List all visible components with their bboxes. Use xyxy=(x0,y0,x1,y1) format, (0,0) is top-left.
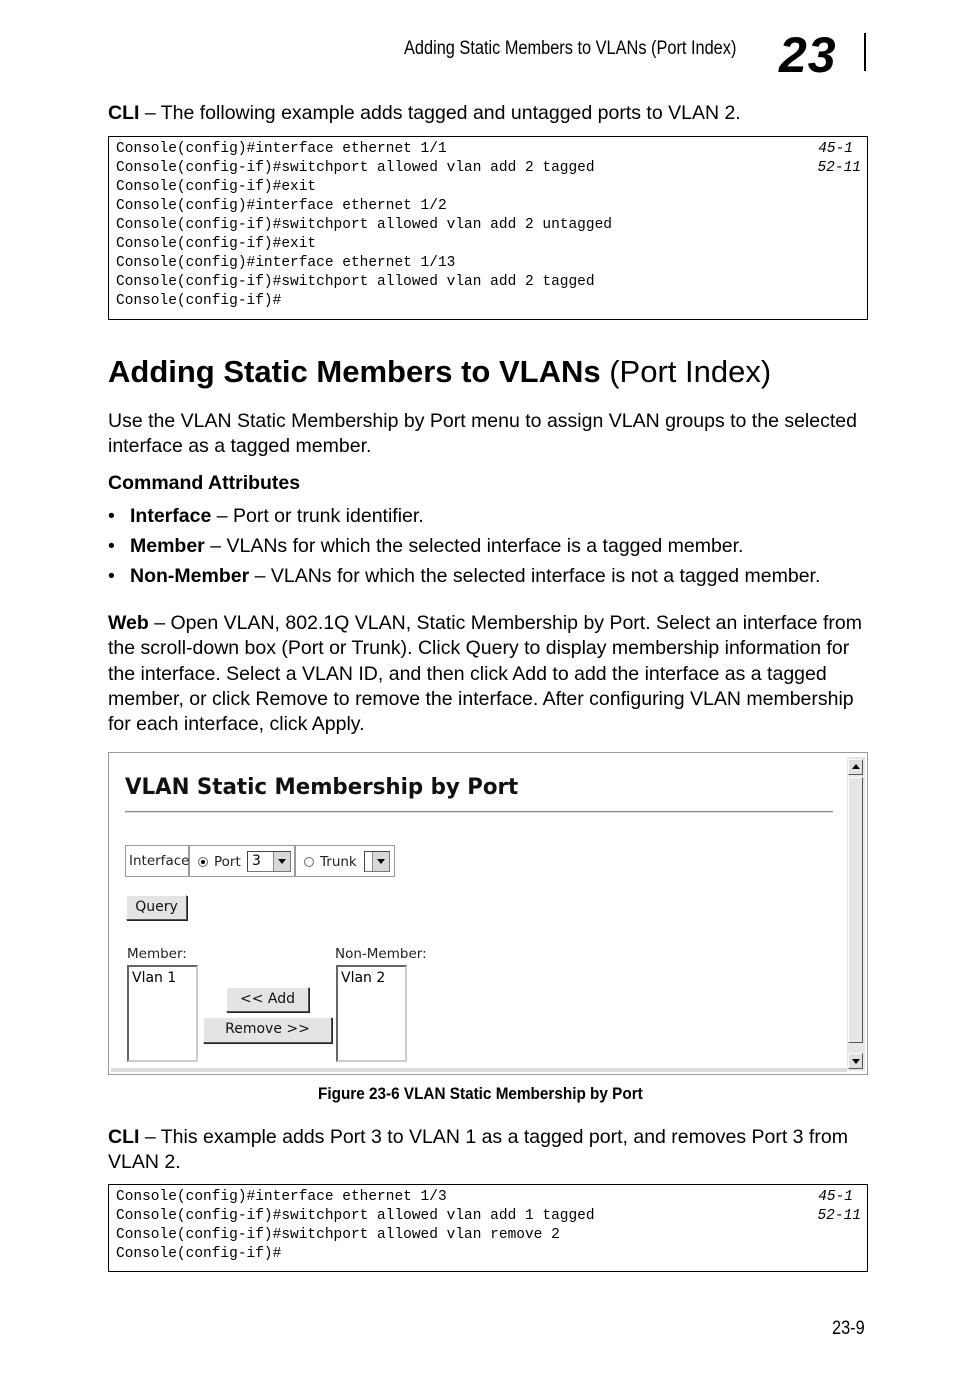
figure-screenshot xyxy=(108,752,868,1075)
code-line: Console(config)#interface ethernet 1/13 xyxy=(116,255,456,271)
port-option-cell xyxy=(189,845,295,877)
code-line: Console(config-if)# xyxy=(116,1246,282,1262)
cli-label: CLI xyxy=(108,102,140,124)
nonmember-listbox[interactable] xyxy=(336,965,407,1062)
code-line: Console(config)#interface ethernet 1/3 xyxy=(116,1189,447,1205)
intro-cli-text: – The following example adds tagged and untagged ports to VLAN 2. xyxy=(139,102,741,124)
intro-cli-paragraph xyxy=(108,101,868,126)
code-reference: 52-11 xyxy=(817,160,861,176)
code-line: Console(config)#interface ethernet 1/2 xyxy=(116,198,447,214)
web-text: – Open VLAN, 802.1Q VLAN, Static Membership by Port. Select an interface from the scroll-down box (Port or Trunk). Click Query to display membership information for the interface. Select a VLAN ID, and then click Add to add the interface as a tagged member, or click Remove to remove the interface. After configuring VLAN membership for each interface, click Apply. xyxy=(108,612,862,736)
title-rule xyxy=(125,811,833,813)
attribute-bullet: • Non-Member – VLANs for which the selected interface is not a tagged member. xyxy=(108,565,821,587)
web-label: Web xyxy=(108,612,149,634)
bullet-desc: – VLANs for which the selected interface is not a tagged member. xyxy=(249,565,821,587)
bullet-term: Member xyxy=(130,535,205,557)
port-radio[interactable] xyxy=(198,857,208,867)
code-line: Console(config-if)#exit xyxy=(116,236,317,252)
code-block-2 xyxy=(108,1184,868,1272)
running-header-title: Adding Static Members to VLANs (Port Index) xyxy=(404,38,737,59)
member-listbox[interactable] xyxy=(127,965,198,1062)
chapter-number: 23 xyxy=(779,27,837,83)
code-reference: 45-1 xyxy=(818,1189,853,1205)
list-item[interactable]: Vlan 1 xyxy=(132,970,177,986)
interface-label-cell xyxy=(125,845,189,877)
port-label: Port xyxy=(214,854,241,870)
add-button[interactable]: << Add xyxy=(226,987,309,1012)
code-line: Console(config-if)#exit xyxy=(116,179,317,195)
interface-label: Interface xyxy=(129,853,190,869)
section-heading-rest: (Port Index) xyxy=(600,354,772,389)
chevron-down-icon[interactable] xyxy=(372,852,389,871)
code-line: Console(config-if)#switchport allowed vlan add 1 tagged xyxy=(116,1208,595,1224)
bullet-desc: – VLANs for which the selected interface is a tagged member. xyxy=(204,535,744,557)
code-line: Console(config-if)#switchport allowed vlan add 2 tagged xyxy=(116,274,595,290)
trunk-radio[interactable] xyxy=(304,857,314,867)
scroll-up-icon[interactable] xyxy=(848,759,863,775)
port-select[interactable] xyxy=(247,851,291,872)
trunk-option-cell xyxy=(295,845,395,877)
trunk-label: Trunk xyxy=(320,854,357,870)
bullet-term: Non-Member xyxy=(130,565,250,587)
cli-label: CLI xyxy=(108,1126,140,1148)
port-select-value: 3 xyxy=(252,853,261,869)
outro-cli-text: – This example adds Port 3 to VLAN 1 as a tagged port, and removes Port 3 from VLAN 2. xyxy=(108,1126,848,1174)
code-reference: 45-1 xyxy=(818,141,853,157)
attribute-bullet: • Member – VLANs for which the selected interface is a tagged member. xyxy=(108,535,744,557)
header-divider xyxy=(864,33,866,71)
scrollbar-thumb[interactable] xyxy=(848,777,863,1043)
figure-caption: Figure 23-6 VLAN Static Membership by Port xyxy=(318,1084,643,1103)
trunk-select[interactable] xyxy=(364,851,390,872)
bullet-desc: – Port or trunk identifier. xyxy=(211,505,424,527)
scroll-down-icon[interactable] xyxy=(848,1053,863,1069)
command-attributes-heading: Command Attributes xyxy=(108,472,301,494)
outro-cli-paragraph xyxy=(108,1125,868,1176)
section-heading xyxy=(108,354,771,390)
section-heading-bold: Adding Static Members to VLANs xyxy=(108,354,601,389)
bullet-term: Interface xyxy=(130,505,212,527)
chevron-down-icon[interactable] xyxy=(273,852,290,871)
code-line: Console(config-if)#switchport allowed vlan add 2 tagged xyxy=(116,160,595,176)
code-reference: 52-11 xyxy=(817,1208,861,1224)
section-intro: Use the VLAN Static Membership by Port menu to assign VLAN groups to the selected interface as a tagged member. xyxy=(108,410,857,458)
member-label: Member: xyxy=(127,946,187,962)
attribute-bullet: • Interface – Port or trunk identifier. xyxy=(108,505,424,527)
figure-page-title: VLAN Static Membership by Port xyxy=(125,775,519,800)
horizontal-scrollbar[interactable] xyxy=(111,1068,847,1072)
vertical-scrollbar[interactable] xyxy=(847,757,865,1071)
web-paragraph xyxy=(108,611,870,737)
code-line: Console(config)#interface ethernet 1/1 xyxy=(116,141,447,157)
code-line: Console(config-if)# xyxy=(116,293,282,309)
code-line: Console(config-if)#switchport allowed vlan remove 2 xyxy=(116,1227,560,1243)
code-block-1 xyxy=(108,136,868,320)
page-number: 23-9 xyxy=(832,1318,865,1339)
list-item[interactable]: Vlan 2 xyxy=(341,970,386,986)
code-line: Console(config-if)#switchport allowed vlan add 2 untagged xyxy=(116,217,612,233)
nonmember-label: Non-Member: xyxy=(335,946,427,962)
remove-button[interactable]: Remove >> xyxy=(203,1017,332,1043)
query-button[interactable]: Query xyxy=(126,895,187,920)
